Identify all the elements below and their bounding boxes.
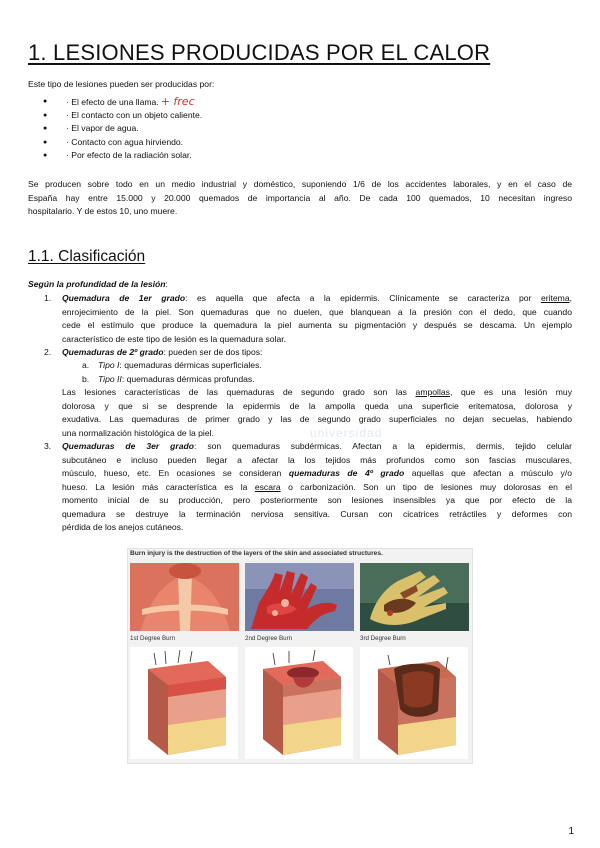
intro-text: Este tipo de lesiones pueden ser producidas por: bbox=[28, 79, 215, 89]
bullet-icon: ● bbox=[43, 138, 48, 146]
first-degree-burn-photo bbox=[130, 563, 239, 631]
list-item: ● · Por efecto de la radiación solar. bbox=[28, 149, 202, 163]
third-degree-item: 3. Quemaduras de 3er grado: son quemaduras subdérmicas. Afectan a la epidermis, dermis, tejido celular subcutáneo e incluso pueden llegar a afectar la los tejidos más profundos como son fascias musculares, músculo, hueso, etc. En ocasiones se consideran quemaduras de 4º grado aquellas que afectan a músculo y/o hueso. La lesión más característica es la escara o carbonización. Son un tipo de lesiones muy dolorosas en el momento inicial de su producción, pero posteriormente son lesiones insensibles ya que por efecto de la quemadura se destruye la terminación nerviosa sensitiva. Cursan con cicatrices retráctiles y deformes con pérdida de los anejos cutáneos. bbox=[44, 441, 572, 532]
second-degree-item: 2. Quemaduras de 2º grado: pueden ser de dos tipos: bbox=[44, 347, 263, 357]
bullet-icon: ● bbox=[43, 98, 48, 105]
second-degree-type-b: b. Tipo II: quemaduras dérmicas profundas. bbox=[82, 373, 255, 384]
first-degree-item: 1. Quemadura de 1er grado: es aquella que afecta a la epidermis. Clínicamente se caracteriza por eritema, enrojecimiento de la piel. Son quemaduras que no duelen, que blanquean a la presión con el dedo, que cuando cede el estímulo que produce la quemadura la piel aumenta su pigmentación y después se descama. Un ejemplo característico de este tipo de lesión es la quemadura solar. bbox=[44, 293, 572, 344]
bullet-icon: ● bbox=[43, 111, 48, 119]
second-degree-label: 2nd Degree Burn bbox=[245, 635, 293, 642]
bullet-icon: ● bbox=[43, 125, 48, 133]
burn-degrees-figure bbox=[127, 548, 473, 764]
first-degree-label: 1st Degree Burn bbox=[130, 635, 176, 642]
list-item: ● · El contacto con un objeto caliente. bbox=[28, 109, 202, 123]
causes-list bbox=[28, 95, 202, 163]
list-item: ● · El efecto de una llama. + frec bbox=[43, 95, 195, 108]
classification-criterion: Según la profundidad de la lesión: bbox=[28, 279, 168, 289]
watermark: universidad bbox=[310, 426, 383, 440]
section-subtitle: 1.1. Clasificación bbox=[28, 248, 146, 265]
bullet-icon: ● bbox=[43, 152, 48, 160]
handwritten-note: + frec bbox=[160, 95, 195, 108]
page-number: 1 bbox=[568, 826, 574, 837]
third-degree-burn-photo bbox=[360, 563, 469, 631]
first-degree-skin-diagram bbox=[130, 647, 238, 759]
list-item: ● · Contacto con agua hirviendo. bbox=[28, 136, 202, 150]
second-degree-skin-diagram bbox=[245, 647, 353, 759]
third-degree-label: 3rd Degree Burn bbox=[360, 635, 406, 642]
second-degree-type-a: a. Tipo I: quemaduras dérmicas superficiales. bbox=[82, 360, 262, 370]
statistics-paragraph: Se producen sobre todo en un medio industrial y doméstico, suponiendo 1/6 de los accidentes laborales, y en el caso de España hay entre 15.000 y 20.000 quemados de importancia al año. De cada 100 quemados, 10 necesitan ingreso hospitalario. Y de estos 10, uno muere. bbox=[28, 179, 572, 216]
list-item: ● · El vapor de agua. bbox=[28, 122, 202, 136]
second-degree-description: Las lesiones características de las quemaduras de segundo grado son las ampollas, que es una lesión muy dolorosa y que si se desprende la epidermis de la ampolla queda una superficie eritematosa, dolorosa y exudativa. Las quemaduras de primer grado y las de segundo grado superficiales no dejan secuelas, habiendo una normalización histológica de la piel. bbox=[62, 387, 572, 438]
second-degree-burn-photo bbox=[245, 563, 354, 631]
figure-caption: Burn injury is the destruction of the layers of the skin and associated structures. bbox=[130, 550, 383, 557]
third-degree-skin-diagram bbox=[360, 647, 468, 759]
page-title: 1. LESIONES PRODUCIDAS POR EL CALOR bbox=[28, 40, 491, 65]
